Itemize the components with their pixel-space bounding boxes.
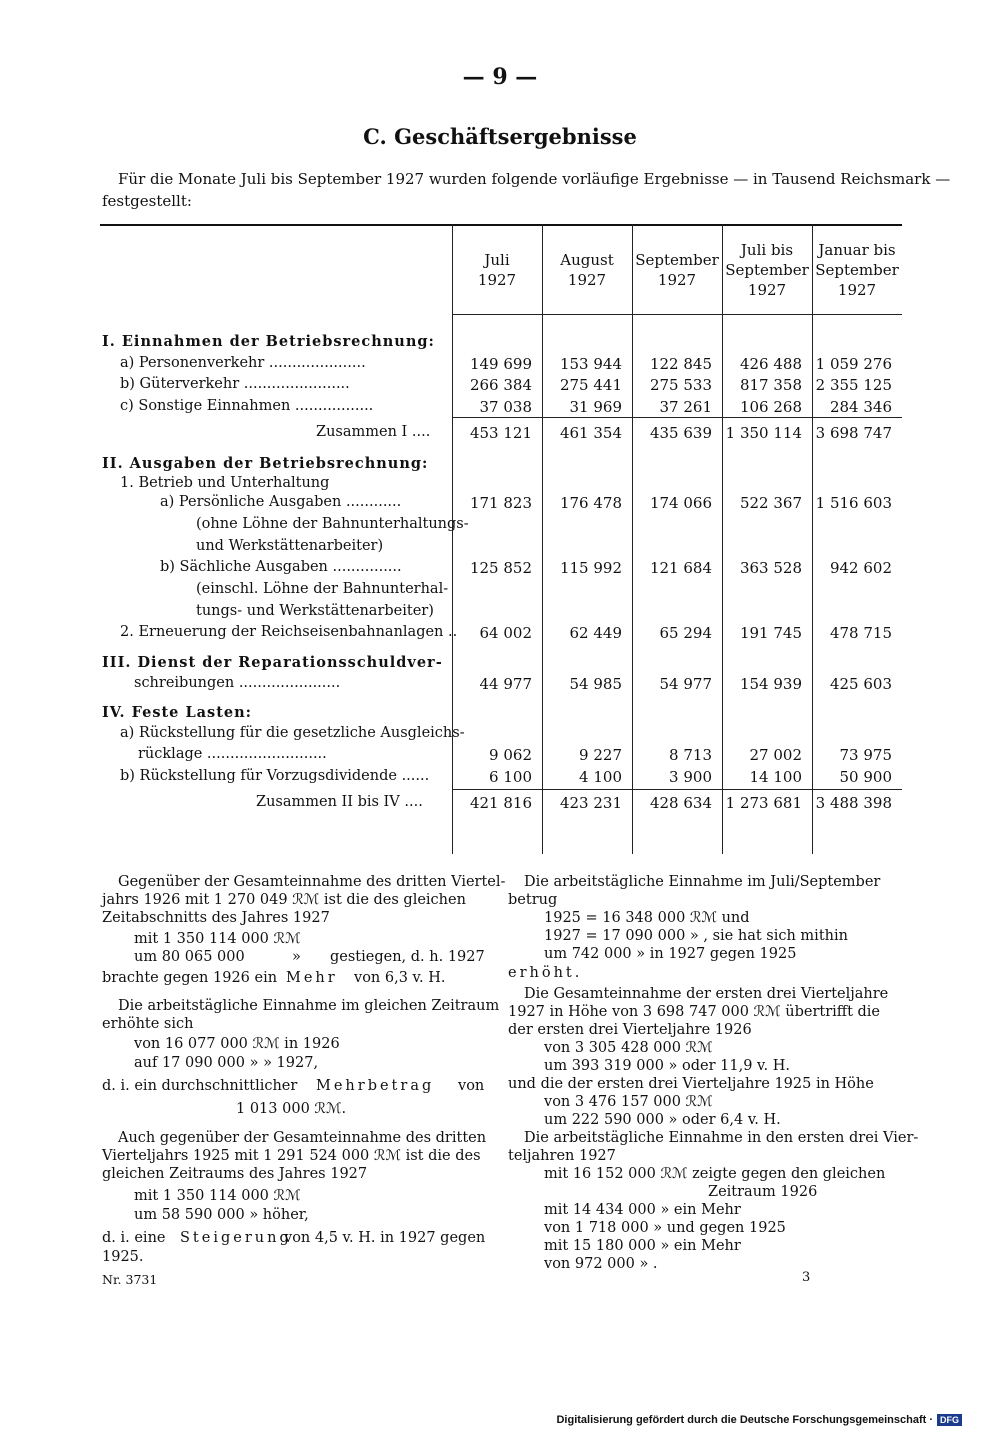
right-line-10: von 3 305 428 000 ℛℳ <box>544 1040 713 1056</box>
table-cell-r5-3: 363 528 <box>739 559 802 577</box>
table-cell-r4-4: 1 516 603 <box>815 494 892 512</box>
table-cell-r7-1: 9 227 <box>579 746 622 764</box>
left-para-2-line-4: auf 17 090 000 » » 1927, <box>134 1055 319 1071</box>
table-cell-r3b-2: 54 977 <box>659 675 712 693</box>
left-para-2-line-6: 1 013 000 ℛℳ. <box>236 1101 347 1117</box>
row-label-persoenliche: a) Persönliche Ausgaben ............ <box>160 494 402 510</box>
section-reparation-2: schreibungen ...................... <box>134 675 341 691</box>
right-line-6: erhöht. <box>508 965 583 981</box>
left-para-3-line-3: gleichen Zeitraums des Jahres 1927 <box>102 1166 368 1182</box>
table-cell-r8-0: 6 100 <box>489 768 532 786</box>
left-para-1-line-5b: » <box>292 949 301 965</box>
table-cell-r8-2: 3 900 <box>669 768 712 786</box>
right-line-17: mit 16 152 000 ℛℳ zeigte gegen den gleichen <box>544 1166 886 1182</box>
table-cell-sum1-1: 461 354 <box>559 424 622 442</box>
table-cell-r2-3: 817 358 <box>739 376 802 394</box>
row-label-personenverkehr: a) Personenverkehr ..................... <box>120 355 366 371</box>
left-para-3-line-6b: Steigerung <box>180 1230 292 1246</box>
table-cell-sum1-2: 435 639 <box>649 424 712 442</box>
left-para-1-line-6b: Mehr <box>286 970 338 986</box>
col-header-juli: Juli 1927 <box>477 251 517 289</box>
left-para-1-line-6a: brachte gegen 1926 ein <box>102 970 278 986</box>
right-line-21: mit 15 180 000 » ein Mehr <box>544 1238 741 1254</box>
table-cell-r4-3: 522 367 <box>739 494 802 512</box>
left-para-2-line-2: erhöhte sich <box>102 1016 194 1032</box>
row-label-ausgleichs-2: rücklage .......................... <box>138 746 327 762</box>
section-heading: C. Geschäftsergebnisse <box>363 124 637 149</box>
table-cell-r7-3: 27 002 <box>749 746 802 764</box>
row-note-persoenliche-2: und Werkstättenarbeiter) <box>196 538 384 554</box>
right-line-20: von 1 718 000 » und gegen 1925 <box>544 1220 786 1236</box>
left-para-2-line-5b: Mehrbetrag <box>316 1078 435 1094</box>
table-cell-r7-2: 8 713 <box>669 746 712 764</box>
table-cell-r1-4: 1 059 276 <box>815 355 892 373</box>
row-label-vorzugsdividende: b) Rückstellung für Vorzugsdividende ...... <box>120 768 430 784</box>
row-label-zusammen-1: Zusammen I .... <box>316 424 431 440</box>
left-para-3-line-6a: d. i. eine <box>102 1230 166 1246</box>
digitization-footer <box>556 1414 962 1426</box>
left-para-1-line-3: Zeitabschnitts des Jahres 1927 <box>102 910 330 926</box>
col-header-juli-bis-september: Juli bis September 1927 <box>725 241 809 299</box>
row-label-gueterverkehr: b) Güterverkehr ....................... <box>120 376 350 392</box>
right-line-3: 1925 = 16 348 000 ℛℳ und <box>544 910 750 926</box>
intro-line-1: Für die Monate Juli bis September 1927 wurden folgende vorläufige Ergebnisse — in Tausend Reichsmark — <box>118 170 951 188</box>
table-cell-r6-1: 62 449 <box>569 624 622 642</box>
row-label-ausgleichs-1: a) Rückstellung für die gesetzliche Ausgleichs- <box>120 725 465 741</box>
col-header-september: September 1927 <box>635 251 719 289</box>
left-para-2-line-1: Die arbeitstägliche Einnahme im gleichen Zeitraum <box>118 998 500 1014</box>
left-para-3-line-2: Vierteljahrs 1925 mit 1 291 524 000 ℛℳ ist die des <box>102 1148 481 1164</box>
table-cell-r3-1: 31 969 <box>569 398 622 416</box>
table-cell-r3-2: 37 261 <box>659 398 712 416</box>
table-cell-r2-0: 266 384 <box>469 376 532 394</box>
section-reparation-1: III. Dienst der Reparationsschuldver- <box>102 654 443 671</box>
right-line-7: Die Gesamteinnahme der ersten drei Vierteljahre <box>524 986 889 1002</box>
table-cell-r5-1: 115 992 <box>559 559 622 577</box>
row-label-zusammen-2: Zusammen II bis IV .... <box>256 794 423 810</box>
subsection-betrieb: 1. Betrieb und Unterhaltung <box>120 475 330 491</box>
table-cell-sum2-0: 421 816 <box>469 794 532 812</box>
table-cell-r6-4: 478 715 <box>829 624 892 642</box>
table-cell-r2-1: 275 441 <box>559 376 622 394</box>
row-note-saechliche-2: tungs- und Werkstättenarbeiter) <box>196 603 434 619</box>
table-cell-r1-2: 122 845 <box>649 355 712 373</box>
table-cell-r3b-4: 425 603 <box>829 675 892 693</box>
table-cell-r6-3: 191 745 <box>739 624 802 642</box>
right-line-13: von 3 476 157 000 ℛℳ <box>544 1094 713 1110</box>
table-cell-r7-0: 9 062 <box>489 746 532 764</box>
table-cell-r3b-0: 44 977 <box>479 675 532 693</box>
dfg-logo: DFG <box>937 1414 962 1426</box>
table-cell-r5-4: 942 602 <box>829 559 892 577</box>
left-para-1-line-6c: von 6,3 v. H. <box>354 970 446 986</box>
right-line-9: der ersten drei Vierteljahre 1926 <box>508 1022 752 1038</box>
section-einnahmen: I. Einnahmen der Betriebsrechnung: <box>102 333 435 350</box>
table-cell-r1-1: 153 944 <box>559 355 622 373</box>
section-feste-lasten: IV. Feste Lasten: <box>102 704 253 721</box>
table-cell-r6-2: 65 294 <box>659 624 712 642</box>
table-cell-sum2-2: 428 634 <box>649 794 712 812</box>
table-cell-r3-3: 106 268 <box>739 398 802 416</box>
right-line-5: um 742 000 » in 1927 gegen 1925 <box>544 946 797 962</box>
table-cell-r8-3: 14 100 <box>749 768 802 786</box>
left-para-3-line-4: mit 1 350 114 000 ℛℳ <box>134 1188 301 1204</box>
footer-text: Digitalisierung gefördert durch die Deutsche Forschungsgemeinschaft · <box>556 1414 933 1426</box>
left-para-3-line-5: um 58 590 000 » höher, <box>134 1207 309 1223</box>
left-para-1-line-4: mit 1 350 114 000 ℛℳ <box>134 931 301 947</box>
table-cell-sum2-1: 423 231 <box>559 794 622 812</box>
page-number: — 9 — <box>462 64 538 90</box>
table-cell-sum1-4: 3 698 747 <box>815 424 892 442</box>
row-label-erneuerung: 2. Erneuerung der Reichseisenbahnanlagen .. <box>120 624 458 640</box>
table-cell-r5-0: 125 852 <box>469 559 532 577</box>
table-cell-r6-0: 64 002 <box>479 624 532 642</box>
table-cell-r8-1: 4 100 <box>579 768 622 786</box>
table-cell-r4-0: 171 823 <box>469 494 532 512</box>
table-cell-r7-4: 73 975 <box>839 746 892 764</box>
table-cell-sum1-0: 453 121 <box>469 424 532 442</box>
col-header-januar-bis-september: Januar bis September 1927 <box>815 241 899 299</box>
table-cell-r3-0: 37 038 <box>479 398 532 416</box>
page-foot-number: 3 <box>802 1270 811 1285</box>
table-cell-r4-2: 174 066 <box>649 494 712 512</box>
right-line-19: mit 14 434 000 » ein Mehr <box>544 1202 741 1218</box>
table-cell-sum2-3: 1 273 681 <box>725 794 802 812</box>
col-header-august: August 1927 <box>560 251 614 289</box>
table-cell-r3-4: 284 346 <box>829 398 892 416</box>
intro-line-2: festgestellt: <box>102 192 192 210</box>
table-cell-r1-3: 426 488 <box>739 355 802 373</box>
left-para-1-line-1: Gegenüber der Gesamteinnahme des dritten Viertel- <box>118 874 506 890</box>
right-line-15: Die arbeitstägliche Einnahme in den ersten drei Vier- <box>524 1130 919 1146</box>
table-cell-r2-4: 2 355 125 <box>815 376 892 394</box>
table-cell-sum1-3: 1 350 114 <box>725 424 802 442</box>
table-cell-r3b-3: 154 939 <box>739 675 802 693</box>
right-line-18: Zeitraum 1926 <box>708 1184 818 1200</box>
row-label-sonstige: c) Sonstige Einnahmen ................. <box>120 398 374 414</box>
row-note-persoenliche-1: (ohne Löhne der Bahnunterhaltungs- <box>196 516 469 532</box>
right-line-2: betrug <box>508 892 558 908</box>
left-para-1-line-5c: gestiegen, d. h. 1927 <box>330 949 485 965</box>
table-cell-r4-1: 176 478 <box>559 494 622 512</box>
section-ausgaben: II. Ausgaben der Betriebsrechnung: <box>102 455 429 472</box>
left-para-1-line-5a: um 80 065 000 <box>134 949 245 965</box>
document-number: Nr. 3731 <box>102 1272 158 1287</box>
table-cell-r1-0: 149 699 <box>469 355 532 373</box>
right-line-1: Die arbeitstägliche Einnahme im Juli/September <box>524 874 881 890</box>
right-line-14: um 222 590 000 » oder 6,4 v. H. <box>544 1112 781 1128</box>
left-para-2-line-3: von 16 077 000 ℛℳ in 1926 <box>134 1036 340 1052</box>
row-note-saechliche-1: (einschl. Löhne der Bahnunterhal- <box>196 581 449 597</box>
right-line-4: 1927 = 17 090 000 » , sie hat sich mithin <box>544 928 848 944</box>
right-line-22: von 972 000 » . <box>544 1256 658 1272</box>
right-line-8: 1927 in Höhe von 3 698 747 000 ℛℳ übertrifft die <box>508 1004 881 1020</box>
left-para-3-line-1: Auch gegenüber der Gesamteinnahme des dritten <box>118 1130 487 1146</box>
table-cell-r8-4: 50 900 <box>839 768 892 786</box>
right-line-16: teljahren 1927 <box>508 1148 616 1164</box>
right-line-12: und die der ersten drei Vierteljahre 1925 in Höhe <box>508 1076 874 1092</box>
left-para-2-line-5c: von <box>458 1078 485 1094</box>
table-cell-r3b-1: 54 985 <box>569 675 622 693</box>
right-line-11: um 393 319 000 » oder 11,9 v. H. <box>544 1058 791 1074</box>
left-para-3-line-6c: von 4,5 v. H. in 1927 gegen <box>284 1230 486 1246</box>
left-para-3-line-7: 1925. <box>102 1249 144 1265</box>
left-para-2-line-5a: d. i. ein durchschnittlicher <box>102 1078 298 1094</box>
table-cell-r2-2: 275 533 <box>649 376 712 394</box>
left-para-1-line-2: jahrs 1926 mit 1 270 049 ℛℳ ist die des gleichen <box>102 892 466 908</box>
table-cell-r5-2: 121 684 <box>649 559 712 577</box>
row-label-saechliche: b) Sächliche Ausgaben ............... <box>160 559 402 575</box>
table-cell-sum2-4: 3 488 398 <box>815 794 892 812</box>
